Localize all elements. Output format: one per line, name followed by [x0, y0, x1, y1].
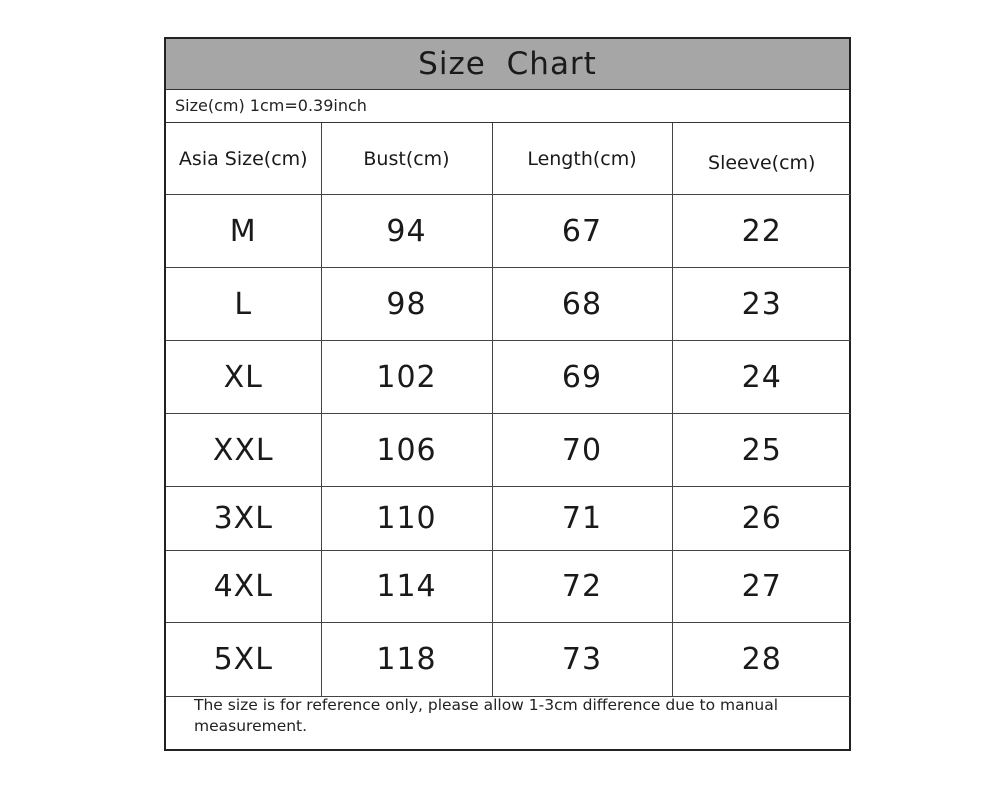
size-cell: M [166, 195, 321, 268]
length-cell: 73 [492, 623, 672, 697]
bust-cell: 114 [321, 551, 492, 623]
sleeve-cell: 22 [672, 195, 851, 268]
bust-cell: 110 [321, 487, 492, 551]
sleeve-cell: 27 [672, 551, 851, 623]
length-cell: 67 [492, 195, 672, 268]
header-asia-size: Asia Size(cm) [166, 123, 321, 195]
length-cell: 70 [492, 414, 672, 487]
measurement-disclaimer: The size is for reference only, please allow 1-3cm difference due to manual measurement. [194, 696, 779, 735]
size-cell: 4XL [166, 551, 321, 623]
header-length: Length(cm) [492, 123, 672, 195]
table-row [166, 195, 851, 268]
chart-title: Size Chart [166, 39, 849, 90]
size-chart [164, 37, 851, 751]
sleeve-cell: 25 [672, 414, 851, 487]
bust-cell: 98 [321, 268, 492, 341]
sleeve-cell: 23 [672, 268, 851, 341]
table-header-row [166, 123, 851, 195]
bust-cell: 118 [321, 623, 492, 697]
length-cell: 69 [492, 341, 672, 414]
sleeve-cell: 26 [672, 487, 851, 551]
table-row [166, 414, 851, 487]
unit-conversion-note: Size(cm) 1cm=0.39inch [166, 90, 849, 123]
sleeve-cell: 24 [672, 341, 851, 414]
header-sleeve: Sleeve(cm) [672, 123, 851, 195]
table-row [166, 487, 851, 551]
length-cell: 72 [492, 551, 672, 623]
bust-cell: 106 [321, 414, 492, 487]
table-row [166, 268, 851, 341]
length-cell: 71 [492, 487, 672, 551]
size-cell: 3XL [166, 487, 321, 551]
header-bust: Bust(cm) [321, 123, 492, 195]
sleeve-cell: 28 [672, 623, 851, 697]
table-row [166, 551, 851, 623]
bust-cell: 102 [321, 341, 492, 414]
bust-cell: 94 [321, 195, 492, 268]
size-cell: XL [166, 341, 321, 414]
size-table [166, 123, 851, 697]
table-row [166, 341, 851, 414]
length-cell: 68 [492, 268, 672, 341]
size-cell: 5XL [166, 623, 321, 697]
size-cell: L [166, 268, 321, 341]
size-cell: XXL [166, 414, 321, 487]
